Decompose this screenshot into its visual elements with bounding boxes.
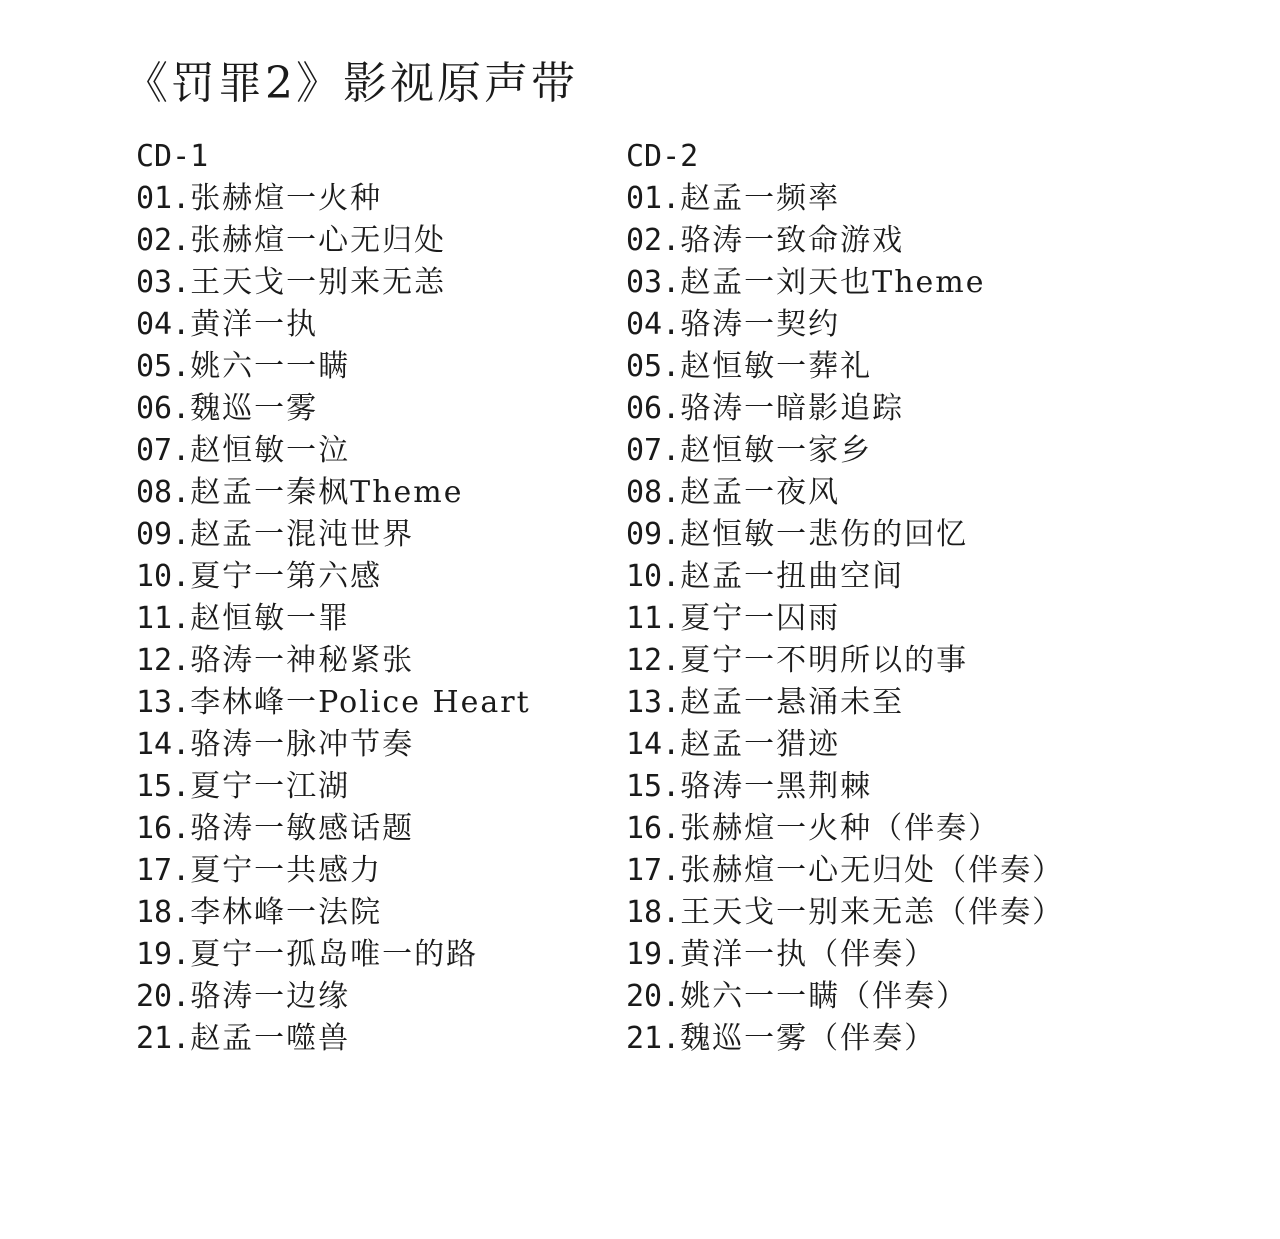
cd-1-track <box>136 346 531 388</box>
cd-2-track <box>626 556 1064 598</box>
track-title: 赵孟一秦枫Theme <box>190 475 464 510</box>
track-title: 夏宁一孤岛唯一的路 <box>190 937 479 972</box>
track-number: 01. <box>136 181 191 216</box>
track-title: 张赫煊一火种（伴奏） <box>680 811 1001 846</box>
track-title: 赵恒敏一罪 <box>190 601 351 636</box>
track-number: 09. <box>136 517 191 552</box>
cd-2-track <box>626 1018 1064 1060</box>
track-title: 李林峰一法院 <box>190 895 383 930</box>
cd-1-track <box>136 430 531 472</box>
track-number: 15. <box>136 769 191 804</box>
track-number: 06. <box>626 391 681 426</box>
track-number: 07. <box>136 433 191 468</box>
track-number: 08. <box>626 475 681 510</box>
track-title: 赵孟一扭曲空间 <box>680 559 905 594</box>
cd-2-track <box>626 220 1064 262</box>
cd-1-track <box>136 682 531 724</box>
cd-2-track <box>626 430 1064 472</box>
track-title: 夏宁一第六感 <box>190 559 383 594</box>
cd-2-track <box>626 514 1064 556</box>
track-title: 王天戈一别来无恙 <box>190 265 447 300</box>
cd-1-header: CD-1 <box>136 139 209 174</box>
track-number: 13. <box>136 685 191 720</box>
track-title: 骆涛一暗影追踪 <box>680 391 905 426</box>
cd-2-track <box>626 304 1064 346</box>
track-title: 赵孟一噬兽 <box>190 1021 351 1056</box>
track-title: 赵恒敏一家乡 <box>680 433 873 468</box>
track-number: 16. <box>136 811 191 846</box>
track-number: 05. <box>626 349 681 384</box>
track-number: 04. <box>136 307 191 342</box>
track-title: 赵孟一刘天也Theme <box>680 265 986 300</box>
cd-1-track <box>136 892 531 934</box>
track-number: 11. <box>626 601 681 636</box>
cd-2-track <box>626 976 1064 1018</box>
track-title: 夏宁一江湖 <box>190 769 351 804</box>
track-number: 09. <box>626 517 681 552</box>
track-title: 张赫煊一火种 <box>190 181 383 216</box>
cd-2-track <box>626 682 1064 724</box>
track-title: 夏宁一共感力 <box>190 853 383 888</box>
cd-2-track <box>626 934 1064 976</box>
track-number: 08. <box>136 475 191 510</box>
cd-2-track-list <box>626 136 1064 1060</box>
track-title: 赵孟一频率 <box>680 181 841 216</box>
cd-1-track <box>136 808 531 850</box>
cd-1-track <box>136 724 531 766</box>
track-number: 17. <box>136 853 191 888</box>
track-title: 赵恒敏一泣 <box>190 433 351 468</box>
cd-2-track <box>626 892 1064 934</box>
page-title: 《罚罪2》影视原声带 <box>124 58 578 109</box>
track-title: 赵恒敏一悲伤的回忆 <box>680 517 969 552</box>
track-title: 李林峰一Police Heart <box>190 685 531 720</box>
track-title: 赵孟一夜风 <box>680 475 841 510</box>
track-title: 赵孟一混沌世界 <box>190 517 415 552</box>
cd-2-track <box>626 388 1064 430</box>
track-number: 11. <box>136 601 191 636</box>
track-number: 19. <box>626 937 681 972</box>
track-title: 骆涛一黑荆棘 <box>680 769 873 804</box>
cd-2-track <box>626 766 1064 808</box>
cd-2-track <box>626 346 1064 388</box>
cd-1-track <box>136 1018 531 1060</box>
track-title: 魏巡一雾 <box>190 391 319 426</box>
track-title: 夏宁一囚雨 <box>680 601 841 636</box>
track-title: 张赫煊一心无归处（伴奏） <box>680 853 1065 888</box>
cd-1-track <box>136 640 531 682</box>
cd-2-track <box>626 850 1064 892</box>
track-title: 赵恒敏一葬礼 <box>680 349 873 384</box>
track-number: 05. <box>136 349 191 384</box>
cd-2-track <box>626 808 1064 850</box>
track-title: 黄洋一执 <box>190 307 319 342</box>
track-number: 06. <box>136 391 191 426</box>
cd-2-track <box>626 640 1064 682</box>
track-number: 03. <box>626 265 681 300</box>
cd-1-track <box>136 598 531 640</box>
track-number: 02. <box>626 223 681 258</box>
track-title: 张赫煊一心无归处 <box>190 223 447 258</box>
track-number: 10. <box>136 559 191 594</box>
cd-2-header: CD-2 <box>626 139 699 174</box>
track-title: 骆涛一边缘 <box>190 979 351 1014</box>
track-number: 01. <box>626 181 681 216</box>
track-number: 16. <box>626 811 681 846</box>
cd-2-track <box>626 724 1064 766</box>
cd-2-track <box>626 262 1064 304</box>
track-title: 骆涛一致命游戏 <box>680 223 905 258</box>
cd-1-track <box>136 556 531 598</box>
track-number: 18. <box>136 895 191 930</box>
cd-2-track <box>626 472 1064 514</box>
track-number: 03. <box>136 265 191 300</box>
cd-1-track <box>136 514 531 556</box>
track-title: 骆涛一敏感话题 <box>190 811 415 846</box>
cd-1-track-list <box>136 136 531 1060</box>
track-number: 12. <box>626 643 681 678</box>
track-title: 骆涛一契约 <box>680 307 841 342</box>
track-number: 18. <box>626 895 681 930</box>
track-title: 骆涛一脉冲节奏 <box>190 727 415 762</box>
track-title: 魏巡一雾（伴奏） <box>680 1021 937 1056</box>
track-number: 02. <box>136 223 191 258</box>
track-number: 21. <box>136 1021 191 1056</box>
track-number: 20. <box>626 979 681 1014</box>
cd-1-track <box>136 178 531 220</box>
track-number: 21. <box>626 1021 681 1056</box>
track-number: 19. <box>136 937 191 972</box>
track-number: 10. <box>626 559 681 594</box>
track-number: 12. <box>136 643 191 678</box>
cd-1-track <box>136 766 531 808</box>
track-title: 王天戈一别来无恙（伴奏） <box>680 895 1065 930</box>
track-number: 07. <box>626 433 681 468</box>
track-number: 04. <box>626 307 681 342</box>
cd-1-track <box>136 220 531 262</box>
cd-1-track <box>136 388 531 430</box>
track-number: 15. <box>626 769 681 804</box>
cd-1-track <box>136 304 531 346</box>
cd-1-track <box>136 262 531 304</box>
track-number: 20. <box>136 979 191 1014</box>
track-title: 姚六一一瞒（伴奏） <box>680 979 969 1014</box>
track-number: 14. <box>626 727 681 762</box>
cd-2-track <box>626 598 1064 640</box>
cd-1-track <box>136 850 531 892</box>
track-title: 姚六一一瞒 <box>190 349 351 384</box>
cd-1-track <box>136 934 531 976</box>
track-title: 骆涛一神秘紧张 <box>190 643 415 678</box>
track-number: 13. <box>626 685 681 720</box>
track-number: 17. <box>626 853 681 888</box>
cd-1-track <box>136 472 531 514</box>
track-title: 赵孟一猎迹 <box>680 727 841 762</box>
track-title: 黄洋一执（伴奏） <box>680 937 937 972</box>
cd-2-track <box>626 178 1064 220</box>
track-title: 夏宁一不明所以的事 <box>680 643 969 678</box>
cd-1-track <box>136 976 531 1018</box>
track-number: 14. <box>136 727 191 762</box>
track-title: 赵孟一悬涌未至 <box>680 685 905 720</box>
